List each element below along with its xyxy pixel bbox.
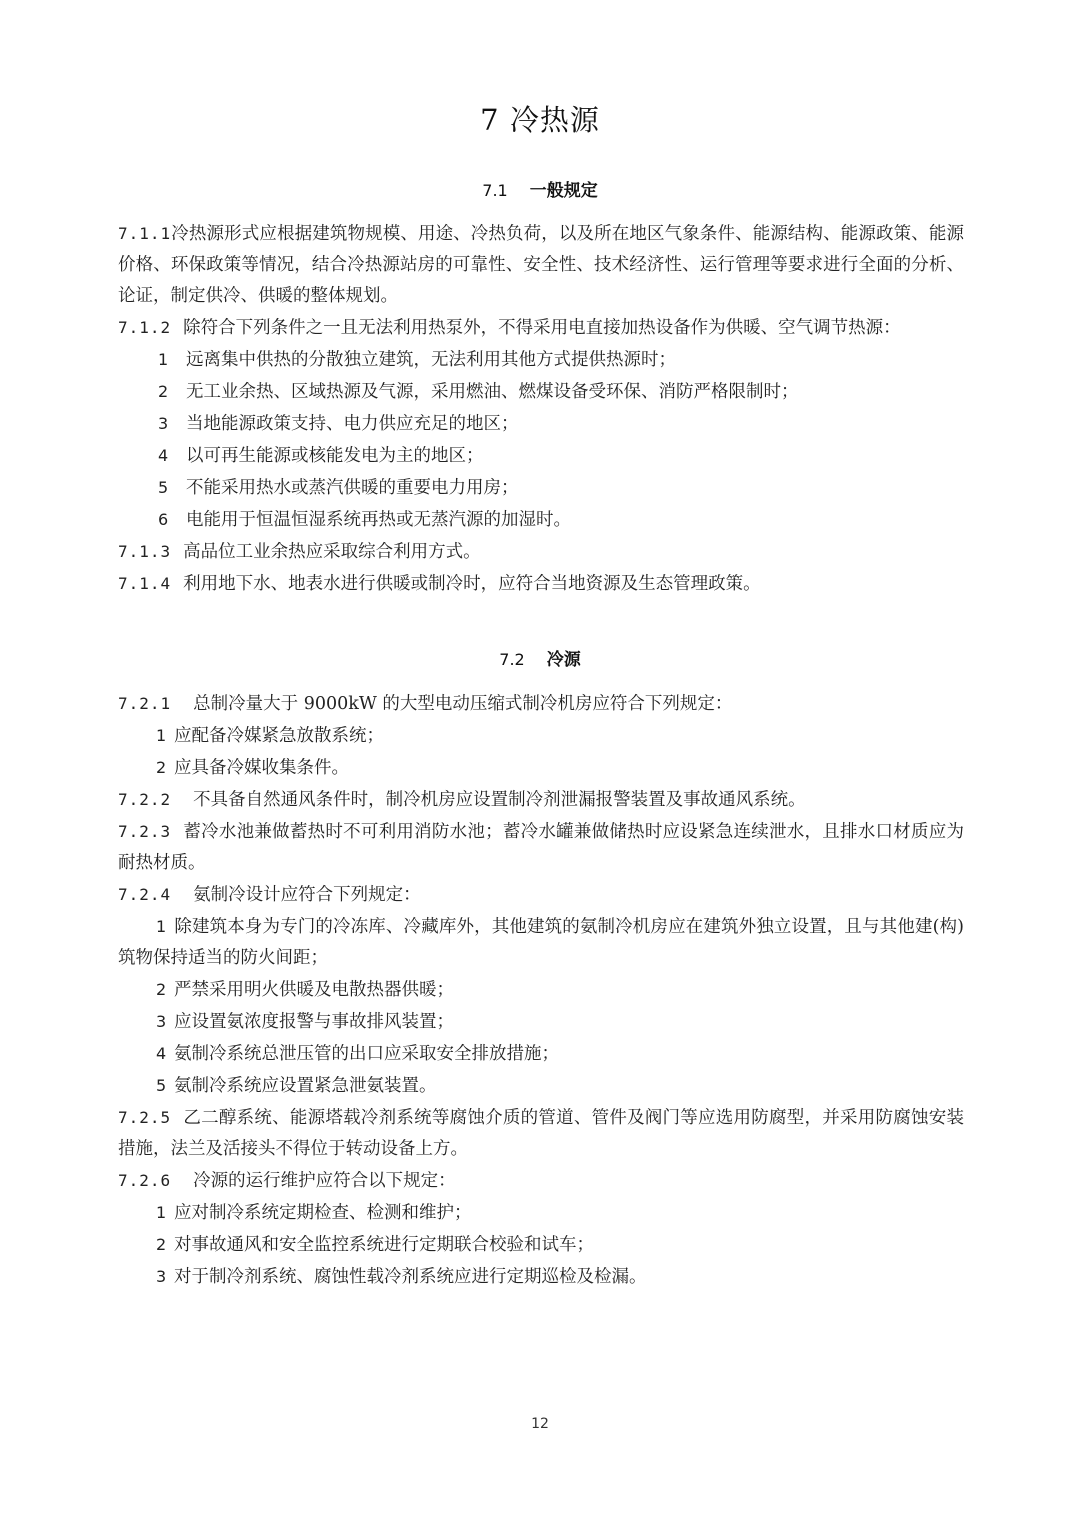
section-7-1-body <box>118 218 964 600</box>
chapter-title: 7 冷热源 <box>480 103 600 137</box>
clause-number: 7.1.1 <box>118 224 172 243</box>
list-item: 3 对于制冷剂系统、腐蚀性载冷剂系统应进行定期巡检及检漏。 <box>156 1267 647 1287</box>
clause-7-2-3 <box>118 816 964 879</box>
clause-number: 7.1.4 <box>118 574 172 593</box>
list-item: 3 应设置氨浓度报警与事故排风装置； <box>156 1012 454 1032</box>
clause-text: 高品位工业余热应采取综合利用方式。 <box>183 542 481 562</box>
clause-number: 7.1.3 <box>118 542 172 561</box>
clause-7-1-2 <box>118 312 964 344</box>
clause-number: 7.2.1 <box>118 694 172 713</box>
clause-7-2-6 <box>118 1165 964 1197</box>
clause-text: 不具备自然通风条件时，制冷机房应设置制冷剂泄漏报警装置及事故通风系统。 <box>193 790 806 810</box>
list-item: 1 远离集中供热的分散独立建筑，无法利用其他方式提供热源时； <box>158 350 676 370</box>
clause-text: 蓄冷水池兼做蓄热时不可利用消防水池；蓄冷水罐兼做储热时应设紧急连续泄水，且排水口材质应为耐热材质。 <box>118 822 964 873</box>
list-item: 2 对事故通风和安全监控系统进行定期联合校验和试车； <box>156 1235 594 1255</box>
clause-7-2-1 <box>118 688 964 720</box>
clause-number: 7.2.6 <box>118 1171 172 1190</box>
clause-7-1-1 <box>118 218 964 312</box>
list-item: 1 除建筑本身为专门的冷冻库、冷藏库外，其他建筑的氨制冷机房应在建筑外独立设置，且与其他建(构)筑物保持适当的防火间距； <box>118 917 964 968</box>
clause-text: 总制冷量大于 9000kW 的大型电动压缩式制冷机房应符合下列规定： <box>193 694 733 714</box>
clause-text: 除符合下列条件之一且无法利用热泵外，不得采用电直接加热设备作为供暖、空气调节热源： <box>183 318 901 338</box>
clause-7-1-3 <box>118 536 964 568</box>
clause-number: 7.2.4 <box>118 885 172 904</box>
list-item: 3 当地能源政策支持、电力供应充足的地区； <box>158 414 519 434</box>
clause-text: 利用地下水、地表水进行供暖或制冷时，应符合当地资源及生态管理政策。 <box>183 574 761 594</box>
clause-7-1-4 <box>118 568 964 600</box>
clause-number: 7.2.3 <box>118 822 172 841</box>
clause-number: 7.2.2 <box>118 790 172 809</box>
list-item: 2 严禁采用明火供暖及电散热器供暖； <box>156 980 454 1000</box>
section-name: 一般规定 <box>529 181 598 201</box>
clause-number: 7.2.5 <box>118 1108 172 1127</box>
list-item: 1 应对制冷系统定期检查、检测和维护； <box>156 1203 472 1223</box>
clause-7-2-2 <box>118 784 964 816</box>
list-item: 5 氨制冷系统应设置紧急泄氨装置。 <box>156 1076 437 1096</box>
page-number: 12 <box>531 1416 549 1432</box>
section-number: 7.1 <box>482 181 508 200</box>
section-7-2-body <box>118 688 964 1293</box>
list-item: 1 应配备冷媒紧急放散系统； <box>156 726 384 746</box>
clause-text: 冷热源形式应根据建筑物规模、用途、冷热负荷，以及所在地区气象条件、能源结构、能源政策、能源价格、环保政策等情况，结合冷热源站房的可靠性、安全性、技术经济性、运行管理等要求进行全面的分析、论证，制定供冷、供暖的整体规划。 <box>118 224 964 306</box>
clause-7-2-5 <box>118 1102 964 1165</box>
section-name: 冷源 <box>546 650 581 670</box>
list-item: 2 应具备冷媒收集条件。 <box>156 758 349 778</box>
section-number: 7.2 <box>499 650 525 669</box>
list-item: 5 不能采用热水或蒸汽供暖的重要电力用房； <box>158 478 519 498</box>
list-item: 2 无工业余热、区域热源及气源，采用燃油、燃煤设备受环保、消防严格限制时； <box>158 382 799 402</box>
clause-text: 氨制冷设计应符合下列规定： <box>193 885 421 905</box>
section-title-7-1 <box>0 176 1080 201</box>
list-item: 6 电能用于恒温恒湿系统再热或无蒸汽源的加湿时。 <box>158 510 571 530</box>
clause-text: 乙二醇系统、能源塔载冷剂系统等腐蚀介质的管道、管件及阀门等应选用防腐型，并采用防腐蚀安装措施，法兰及活接头不得位于转动设备上方。 <box>118 1108 964 1159</box>
clause-number: 7.1.2 <box>118 318 172 337</box>
list-item: 4 氨制冷系统总泄压管的出口应采取安全排放措施； <box>156 1044 559 1064</box>
list-item: 4 以可再生能源或核能发电为主的地区； <box>158 446 484 466</box>
clause-7-2-4 <box>118 879 964 911</box>
section-title-7-2 <box>0 645 1080 670</box>
clause-text: 冷源的运行维护应符合以下规定： <box>193 1171 456 1191</box>
